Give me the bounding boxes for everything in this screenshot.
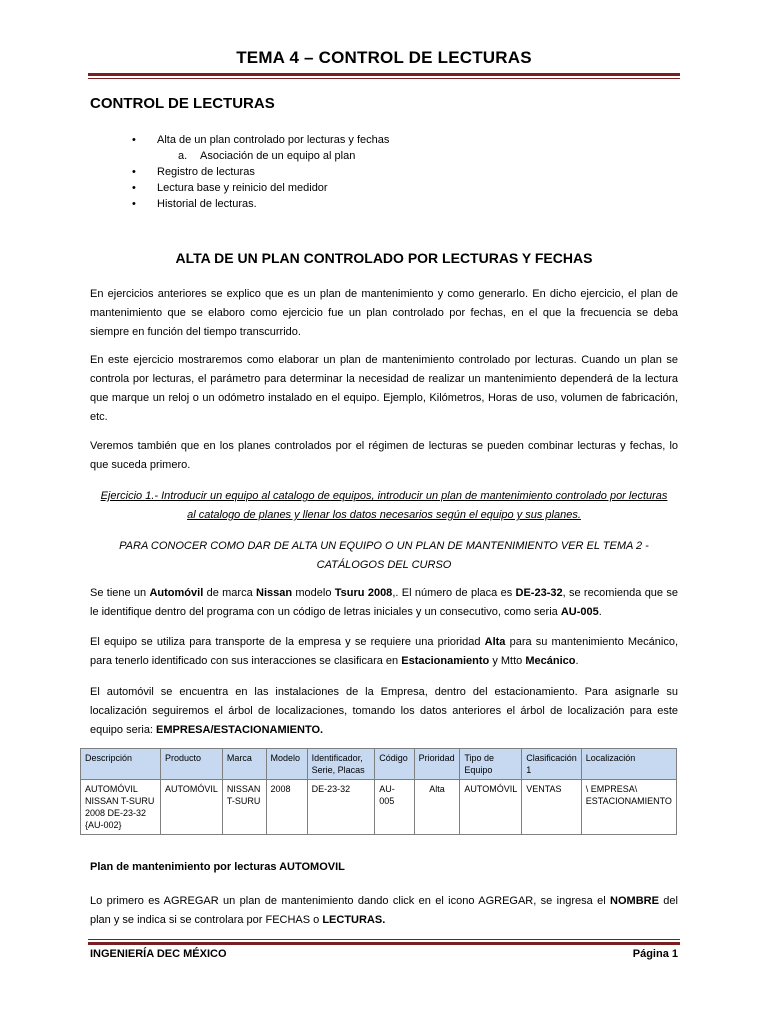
column-header: Localización — [581, 749, 676, 780]
p4-text: , se recomienda que se le identifique dentro del programa con un código de letras iniciales y un consecutivo, como seria — [90, 587, 678, 618]
paragraph-1: En ejercicios anteriores se explico que es un plan de mantenimiento y como generarlo. En dicho ejercicio, el plan de mantenimiento que se elaboro como ejercicio fue un plan controlado por fechas, en el que la frecuencia se deba siempre en función del tiempo transcurrido. — [90, 288, 678, 338]
p5-text: y Mtto — [489, 655, 526, 667]
table-header-row — [81, 749, 677, 780]
column-header: Descripción — [81, 749, 161, 780]
p4-text: de marca — [203, 587, 256, 599]
header-rule — [88, 73, 680, 79]
table-cell: AUTOMÓVIL NISSAN T-SURU 2008 DE-23-32 {AU-002} — [81, 780, 161, 835]
p7-text: del plan y se indica si se controlara por FECHAS o — [90, 895, 678, 926]
section-heading: CONTROL DE LECTURAS — [90, 95, 275, 112]
p5-bold: Estacionamiento — [401, 655, 490, 667]
table-cell: AUTOMÓVIL — [460, 780, 522, 835]
table-cell: AUTOMÓVIL — [161, 780, 223, 835]
plan-heading: Plan de mantenimiento por lecturas AUTOMOVIL — [90, 861, 345, 873]
p4-bold: DE-23-32 — [515, 587, 563, 599]
table-row — [81, 780, 677, 835]
p4-bold: Nissan — [256, 587, 293, 599]
footer-rule — [88, 939, 680, 945]
column-header: Clasificación 1 — [522, 749, 582, 780]
topic-item: • Historial de lecturas. — [130, 196, 389, 212]
subitem-marker: a. — [178, 150, 188, 162]
column-header: Producto — [161, 749, 223, 780]
column-header: Tipo de Equipo — [460, 749, 522, 780]
p5-text: para su mantenimiento Mecánico, para tenerlo identificado con sus interacciones se clasificara en — [90, 636, 678, 667]
paragraph-4 — [90, 584, 678, 622]
p4-bold: Automóvil — [149, 587, 204, 599]
paragraph-3: Veremos también que en los planes controlados por el régimen de lecturas se pueden combinar lecturas y fechas, lo que suceda primero. — [90, 440, 678, 471]
paragraph-2: En este ejercicio mostraremos como elaborar un plan de mantenimiento controlado por lecturas. Cuando un plan se controla por lecturas, el parámetro para determinar la necesidad de realizar un mantenimiento dependerá de la lectura que marque un reloj o un odómetro instalado en el equipo. Ejemplo, Kilómetros, Horas de uso, volumen de fabricación, etc. — [90, 354, 678, 423]
column-header: Código — [375, 749, 414, 780]
p6-text: El automóvil se encuentra en las instalaciones de la Empresa, dentro del estacionamiento. Para asignarle su localización seguiremos el árbol de localizaciones, tomando los datos anteriores el árbol de localización para este equipo seria: — [90, 686, 678, 736]
p4-text: modelo — [292, 587, 335, 599]
footer-page-number: Página 1 — [632, 948, 678, 960]
column-header: Marca — [222, 749, 266, 780]
p6-bold: EMPRESA/ESTACIONAMIENTO. — [156, 724, 324, 736]
table-cell: NISSAN T-SURU — [222, 780, 266, 835]
table-cell: 2008 — [266, 780, 307, 835]
subitem-label: Asociación de un equipo al plan — [200, 150, 356, 162]
topic-subitem — [130, 148, 389, 164]
column-header: Modelo — [266, 749, 307, 780]
table-cell: AU-005 — [375, 780, 414, 835]
topic-item: • Alta de un plan controlado por lecturas y fechas — [130, 132, 389, 148]
p4-bold: Tsuru 2008 — [334, 587, 393, 599]
header-rule-thin — [88, 78, 680, 79]
topic-list — [130, 132, 389, 212]
paragraph-5 — [90, 633, 678, 671]
p7-bold: NOMBRE — [610, 895, 659, 907]
footer-rule-thick — [88, 942, 680, 945]
header-rule-thick — [88, 73, 680, 76]
p7-text: Lo primero es AGREGAR un plan de mantenimiento dando click en el icono AGREGAR, se ingresa el — [90, 895, 611, 907]
table-cell: DE-23-32 — [307, 780, 375, 835]
p4-text: Se tiene un — [90, 587, 150, 599]
p5-text: El equipo se utiliza para transporte de la empresa y se requiere una prioridad — [90, 636, 485, 648]
footer-rule-thin — [88, 939, 680, 940]
p5-bold: Alta — [484, 636, 506, 648]
page-title: TEMA 4 – CONTROL DE LECTURAS — [236, 48, 532, 67]
equipment-table — [80, 748, 677, 835]
p5-text: . — [575, 655, 579, 667]
column-header: Prioridad — [414, 749, 460, 780]
reference-note: PARA CONOCER COMO DAR DE ALTA UN EQUIPO O UN PLAN DE MANTENIMIENTO VER EL TEMA 2 - CATÁLOGOS DEL CURSO — [119, 540, 649, 571]
p4-bold: AU-005 — [560, 606, 599, 618]
p7-bold: LECTURAS. — [322, 914, 386, 926]
p4-text: ,. El número de placa es — [392, 587, 516, 599]
p5-bold: Mecánico — [525, 655, 576, 667]
p4-text: . — [598, 606, 602, 618]
exercise-statement: Ejercicio 1.- Introducir un equipo al catalogo de equipos, introducir un plan de mantenimiento controlado por lecturas al catalogo de planes y llenar los datos necesarios según el equipo y sus planes. — [100, 490, 668, 521]
column-header: Identificador, Serie, Placas — [307, 749, 375, 780]
paragraph-6 — [90, 683, 678, 740]
table-cell: \ EMPRESA\ ESTACIONAMIENTO — [581, 780, 676, 835]
table-cell: VENTAS — [522, 780, 582, 835]
topic-item: • Lectura base y reinicio del medidor — [130, 180, 389, 196]
table-cell: Alta — [414, 780, 460, 835]
topic-item: • Registro de lecturas — [130, 164, 389, 180]
footer-company: INGENIERÍA DEC MÉXICO — [90, 948, 227, 960]
paragraph-7 — [90, 892, 678, 930]
section-subheading: ALTA DE UN PLAN CONTROLADO POR LECTURAS Y FECHAS — [175, 250, 593, 266]
